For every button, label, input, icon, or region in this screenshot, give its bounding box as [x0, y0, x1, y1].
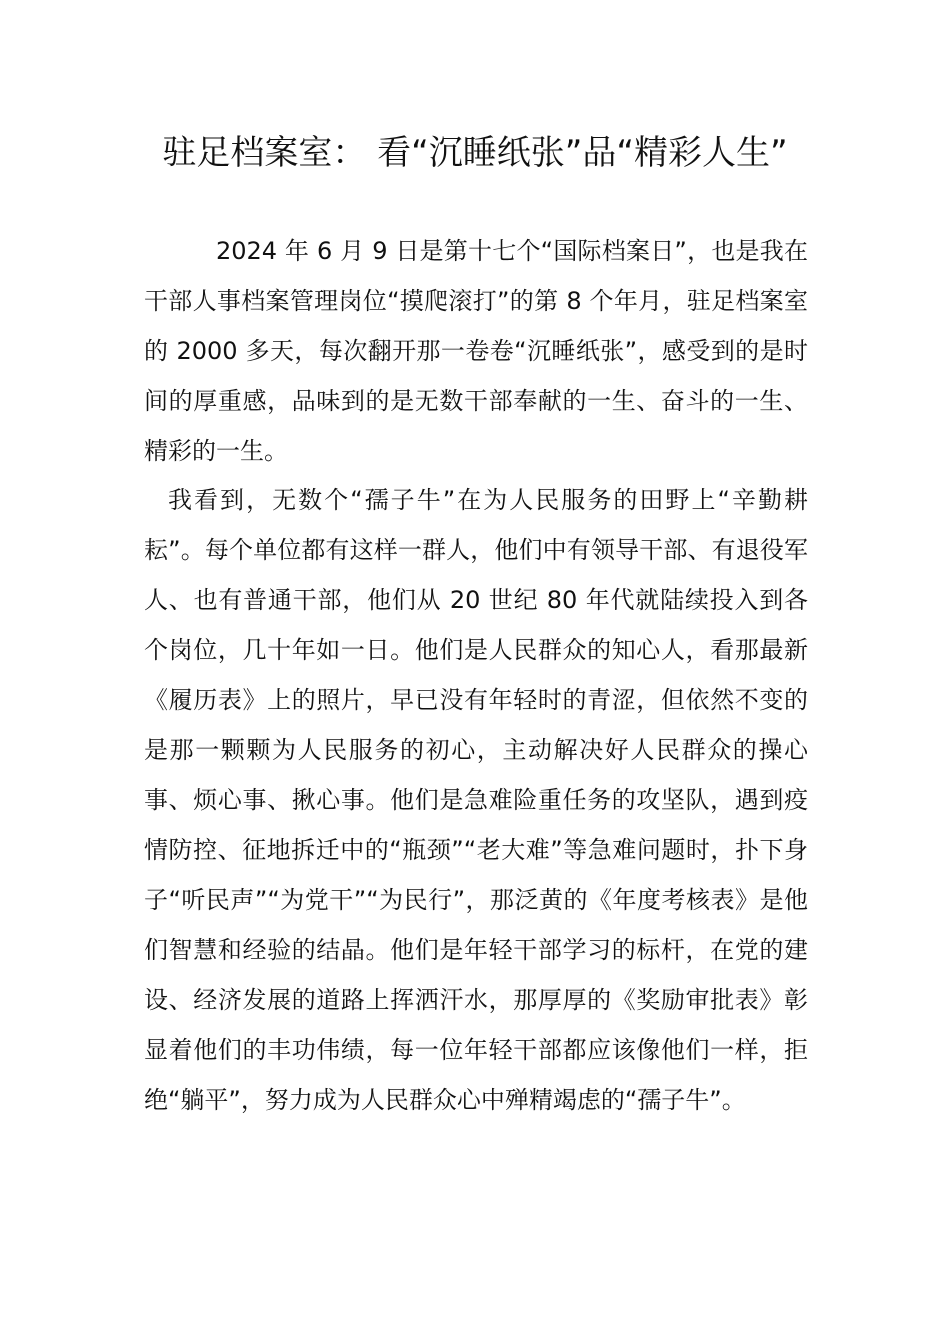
document-title: 驻足档案室： 看“沉睡纸张”品“精彩人生”	[162, 133, 788, 173]
paragraph-2: 我看到，无数个“孺子牛”在为人民服务的田野上“辛勤耕耘”。每个单位都有这样一群人，他们中有领导干部、有退役军人、也有普通干部，他们从 20 世纪 80 年代就陆续投入到各个岗位，几十年如一日。他们是人民群众的知心人，看那最新《履历表》上的照片，早已没有年轻时的青涩，但依然不变的是那一颗颗为人民服务的初心，主动解决好人民群众的操心事、烦心事、揪心事。他们是急难险重任务的攻坚队，遇到疫情防控、征地拆迁中的“瓶颈”“老大难”等急难问题时，扑下身子“听民声”“为党干”“为民行”，那泛黄的《年度考核表》是他们智慧和经验的结晶。他们是年轻干部学习的标杆，在党的建设、经济发展的道路上挥洒汗水，那厚厚的《奖励审批表》彰显着他们的丰功伟绩，每一位年轻干部都应该像他们一样，拒绝“躺平”，努力成为人民群众心中殚精竭虑的“孺子牛”。	[144, 486, 808, 1114]
paragraph-1: 2024 年 6 月 9 日是第十七个“国际档案日”，也是我在干部人事档案管理岗位“摸爬滚打”的第 8 个年月，驻足档案室的 2000 多天，每次翻开那一卷卷“沉睡纸张”，感受到的是时间的厚重感，品味到的是无数干部奉献的一生、奋斗的一生、精彩的一生。	[144, 237, 808, 465]
